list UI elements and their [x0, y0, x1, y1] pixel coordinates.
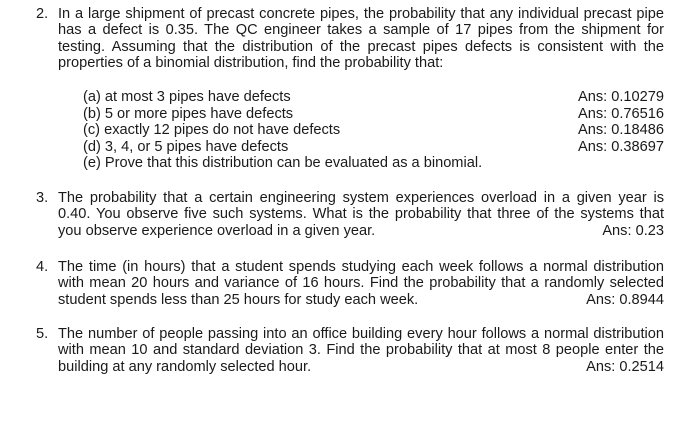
part-label: (a) at most 3 pipes have defects [83, 89, 291, 105]
question-line: building at any randomly selected hour. [58, 358, 312, 375]
question-last-line [58, 292, 664, 308]
question-line: The probability that a certain engineering system experiences overload in a given year is [58, 190, 664, 206]
part-row-a [83, 89, 664, 106]
question-last-line [58, 359, 664, 375]
part-label: (e) Prove that this distribution can be evaluated as a binomial. [83, 155, 483, 172]
part-label: (c) exactly 12 pipes do not have defects [83, 122, 341, 139]
question-line: student spends less than 25 hours for study each week. [58, 291, 419, 308]
question-number: 4. [36, 259, 49, 275]
part-answer: Ans: 0.76516 [577, 105, 664, 122]
part-answer: Ans: 0.10279 [577, 89, 664, 105]
part-label: (b) 5 or more pipes have defects [83, 105, 294, 122]
question-text [58, 6, 664, 72]
part-row-d [83, 139, 664, 156]
question-text [58, 190, 664, 239]
question-number: 3. [36, 190, 49, 206]
question-number: 2. [36, 6, 49, 22]
question-text [58, 259, 664, 308]
question-line: properties of a binomial distribution, find the probability that: [58, 55, 444, 72]
question-line: The time (in hours) that a student spends studying each week follows a normal distribution [58, 259, 664, 275]
question-line: testing. Assuming that the distribution of the precast pipes defects is consistent with the [58, 38, 664, 55]
question-2-parts [83, 89, 664, 172]
part-answer: Ans: 0.38697 [577, 138, 664, 155]
question-line: 0.40. You observe five such systems. What is the probability that three of the systems that [58, 206, 664, 223]
question-line: with mean 10 and standard deviation 3. Find the probability that at most 8 people enter the [58, 342, 664, 359]
question-text [58, 326, 664, 375]
question-line: In a large shipment of precast concrete pipes, the probability that any individual precast pipe [58, 6, 664, 22]
part-row-b [83, 106, 664, 123]
answer: Ans: 0.23 [602, 222, 664, 239]
part-row-c [83, 122, 664, 139]
question-line: you observe experience overload in a given year. [58, 222, 376, 239]
part-answer: Ans: 0.18486 [577, 122, 664, 139]
part-row-e [83, 155, 664, 172]
question-number: 5. [36, 326, 49, 342]
question-line: with mean 20 hours and variance of 16 hours. Find the probability that a randomly selected [58, 275, 664, 292]
question-line: The number of people passing into an office building every hour follows a normal distribution [58, 326, 664, 342]
question-last-line [58, 223, 664, 239]
part-label: (d) 3, 4, or 5 pipes have defects [83, 138, 289, 155]
answer: Ans: 0.2514 [586, 358, 664, 375]
answer: Ans: 0.8944 [586, 291, 664, 308]
question-line: has a defect is 0.35. The QC engineer takes a sample of 17 pipes from the shipment for [58, 22, 664, 39]
